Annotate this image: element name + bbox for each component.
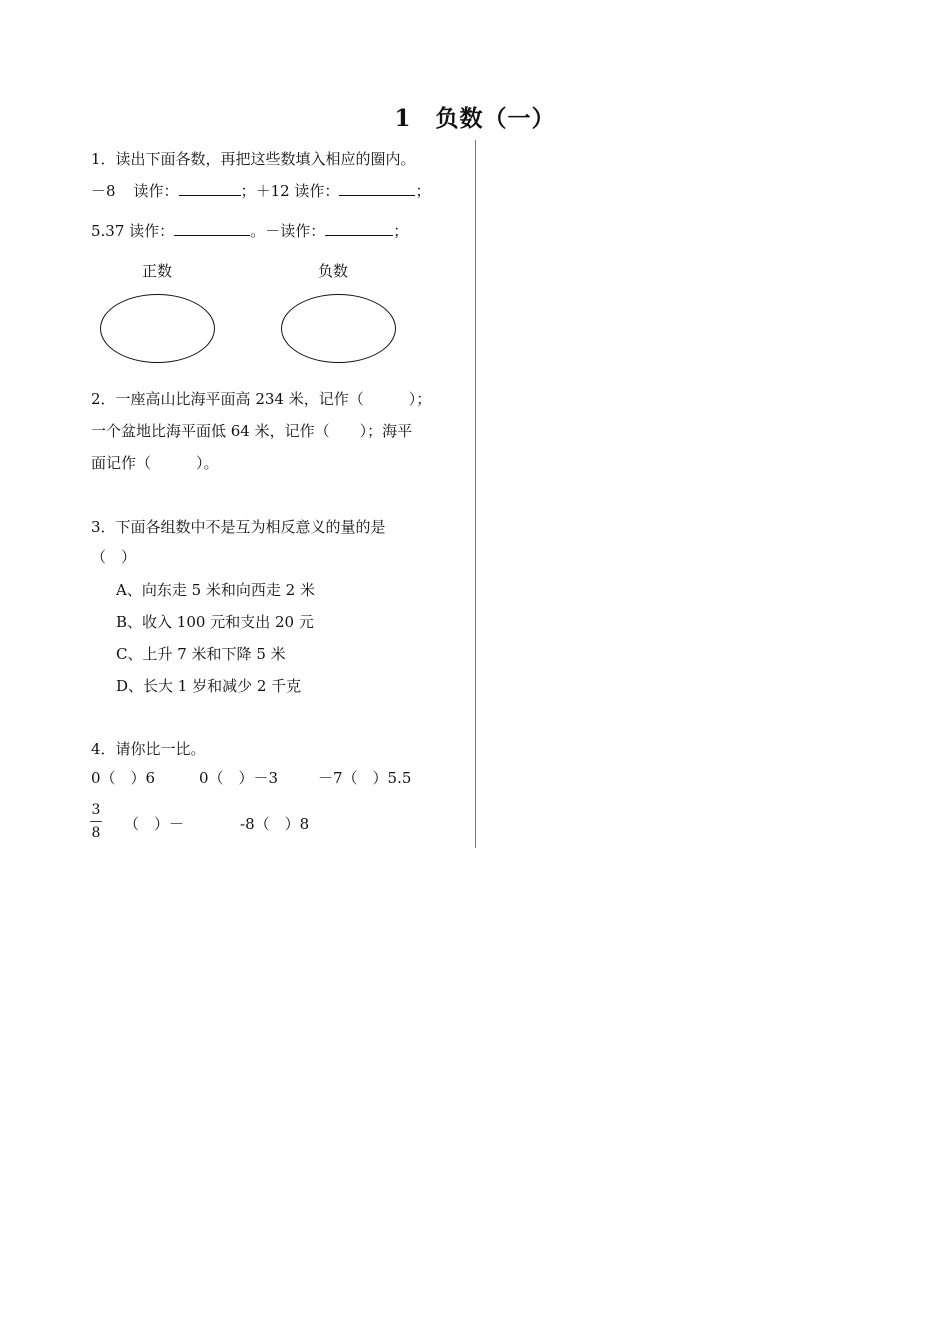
fraction-numerator: 3 <box>91 802 101 818</box>
answer-blank[interactable] <box>174 221 250 236</box>
q2-line1: 2．一座高山比海平面高 234 米，记作（ ）； <box>91 390 432 408</box>
positive-label: 正数 <box>142 262 173 280</box>
positive-circle[interactable] <box>100 294 215 363</box>
q4-compare-1: 0（ ）6 <box>91 769 156 787</box>
q1-row1 <box>91 180 430 201</box>
page-title: 1 负数（一） <box>394 105 556 132</box>
q3-option-c: C、上升 7 米和下降 5 米 <box>116 645 286 663</box>
q1-stem: 1．读出下面各数，再把这些数填入相应的圈内。 <box>91 150 416 168</box>
q4-compare-3: －7（ ）5.5 <box>318 769 412 787</box>
q3-stem: 3．下面各组数中不是互为相反意义的量的是 <box>91 518 386 536</box>
fraction-denominator: 8 <box>91 825 101 841</box>
q2-line3: 面记作（ ）。 <box>91 454 219 472</box>
q3-option-d: D、长大 1 岁和减少 2 千克 <box>116 677 302 695</box>
q1-item3-label: 5.37 读作： <box>91 222 175 240</box>
q2-line2: 一个盆地比海平面低 64 米，记作（ ）；海平 <box>91 422 413 440</box>
q3-answer-paren: （ ） <box>91 548 137 566</box>
q1-sep2: ； <box>415 182 431 200</box>
q1-item1-number: －8 <box>91 182 116 200</box>
q1-item2-label: ＋12 读作： <box>255 182 340 200</box>
column-divider <box>475 140 476 848</box>
q4-compare-4: （ ）－ <box>124 815 185 833</box>
q1-sep1: ； <box>240 182 256 200</box>
q1-sep4: ； <box>393 222 409 240</box>
fraction-bar <box>90 821 102 822</box>
fraction <box>90 800 102 843</box>
q1-row2 <box>91 220 408 241</box>
answer-blank[interactable] <box>179 181 241 196</box>
q4-compare-2: 0（ ）－3 <box>199 769 279 787</box>
answer-blank[interactable] <box>325 221 393 236</box>
q1-item1-label: 读作： <box>133 182 179 200</box>
q3-option-b: B、收入 100 元和支出 20 元 <box>116 613 314 631</box>
q4-compare-5: -8（ ）8 <box>240 815 310 833</box>
q3-option-a: A、向东走 5 米和向西走 2 米 <box>116 581 315 599</box>
answer-blank[interactable] <box>339 181 415 196</box>
negative-circle[interactable] <box>281 294 396 363</box>
q4-stem: 4．请你比一比。 <box>91 740 206 758</box>
q1-item4-label: －读作： <box>265 222 326 240</box>
negative-label: 负数 <box>318 262 349 280</box>
q1-sep3: 。 <box>250 222 266 240</box>
